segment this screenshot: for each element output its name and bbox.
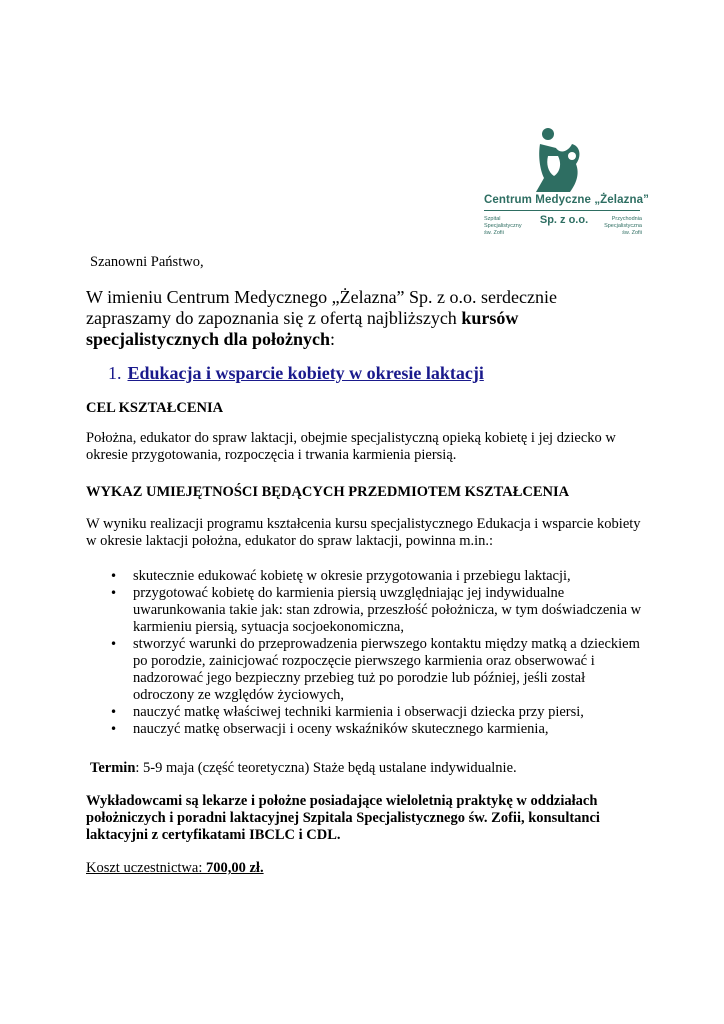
skills-list bbox=[86, 568, 646, 738]
logo-left-line: Specjalistyczny bbox=[484, 223, 522, 229]
logo-right-line: Specjalistyczna bbox=[604, 223, 642, 229]
skills-heading: WYKAZ UMIEJĘTNOŚCI BĘDĄCYCH PRZEDMIOTEM KSZTAŁCENIA bbox=[86, 484, 570, 500]
logo-company-form: Sp. z o.o. bbox=[539, 214, 589, 226]
goal-heading: CEL KSZTAŁCENIA bbox=[86, 400, 224, 416]
company-logo bbox=[478, 122, 648, 244]
cost-value: 700,00 zł. bbox=[206, 860, 264, 876]
salutation: Szanowni Państwo, bbox=[90, 254, 204, 270]
skill-item: • stworzyć warunki do przeprowadzenia pierwszego kontaktu między matką a dzieckiem po porodzie, zainicjować rozpoczęcie pierwszego karmienia oraz obserwować i nadzorować jego bezpieczny przebieg tuż po porodzie lub później, jeśli został odroczony ze względów życiowych, bbox=[86, 636, 646, 704]
logo-divider bbox=[484, 210, 640, 211]
intro-text: W imieniu Centrum Medycznego „Żelazna” Sp. z o.o. serdecznie zapraszamy do zapoznania się z ofertą najbliższych bbox=[86, 287, 557, 328]
lecturers-paragraph: Wykładowcami są lekarze i położne posiadające wieloletnią praktykę w oddziałach położniczych i poradni laktacyjnej Szpitala Specjalistycznego św. Zofii, konsultanci laktacyjni z certyfikatami IBCLC i CDL. bbox=[86, 793, 600, 843]
skills-intro: W wyniku realizacji programu kształcenia kursu specjalistycznego Edukacja i wsparcie kobiety w okresie laktacji położna, edukator do spraw laktacji, powinna m.in.: bbox=[86, 516, 641, 549]
goal-text: Położna, edukator do spraw laktacji, obejmie specjalistyczną opieką kobietę i jej dziecko w okresie przygotowania, rozpoczęcia i trwania karmienia piersią. bbox=[86, 430, 616, 463]
intro-bold-text: kursów specjalistycznych dla położnych bbox=[86, 308, 519, 349]
logo-right-line: Przychodnia bbox=[611, 216, 642, 222]
skill-item: • skutecznie edukować kobietę w okresie przygotowania i przebiegu laktacji, bbox=[86, 568, 646, 585]
termin-label: Termin bbox=[90, 760, 136, 776]
intro-end: : bbox=[330, 329, 336, 349]
mother-child-logo-icon bbox=[530, 126, 590, 196]
termin-text: : 5-9 maja (część teoretyczna) Staże będą ustalane indywidualnie. bbox=[135, 760, 517, 776]
course-number: 1. bbox=[108, 363, 122, 383]
logo-right-caption bbox=[592, 216, 642, 237]
intro-paragraph bbox=[86, 287, 646, 350]
logo-left-line: św. Zofii bbox=[484, 230, 504, 236]
cost-line bbox=[86, 860, 264, 877]
logo-left-caption bbox=[484, 216, 534, 237]
skill-item: • przygotować kobietę do karmienia piersią uwzględniając jej indywidualne uwarunkowania takie jak: stan zdrowia, przeszłość położnicza, w tym doświadczenia w karmieniu piersią, sytuacja socjoekonomiczna, bbox=[86, 585, 646, 636]
skill-item: • nauczyć matkę właściwej techniki karmienia i obserwacji dziecka przy piersi, bbox=[86, 704, 646, 721]
course-title-link[interactable]: Edukacja i wsparcie kobiety w okresie laktacji bbox=[127, 363, 484, 383]
cost-label: Koszt uczestnictwa: bbox=[86, 860, 206, 876]
course-heading bbox=[108, 363, 484, 384]
termin-line bbox=[90, 760, 517, 777]
skill-item: • nauczyć matkę obserwacji i oceny wskaźników skutecznego karmienia, bbox=[86, 721, 646, 738]
logo-name: Centrum Medyczne „Żelazna” bbox=[484, 194, 649, 206]
logo-left-line: Szpital bbox=[484, 216, 501, 222]
logo-right-line: św. Zofii bbox=[622, 230, 642, 236]
